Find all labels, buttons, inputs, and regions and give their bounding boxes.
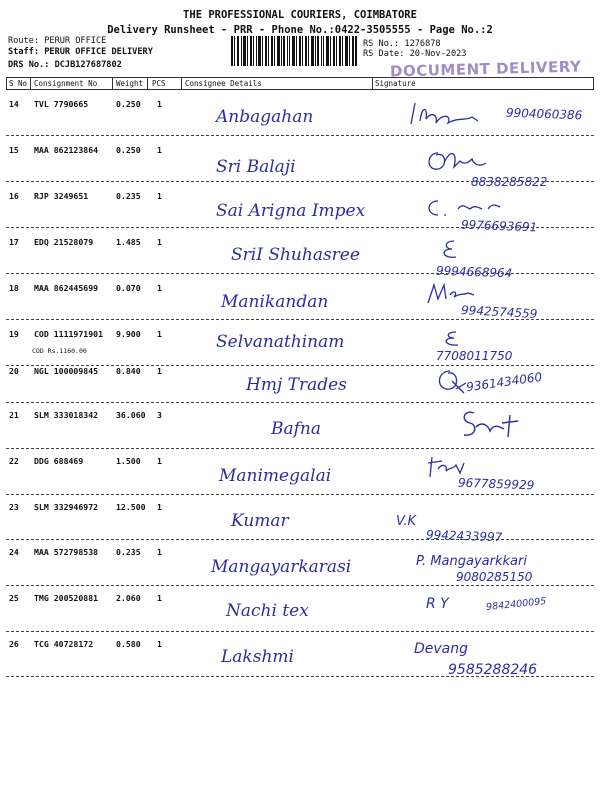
- consignee-name: Hmj Trades: [246, 375, 347, 395]
- row-consignment-no: NGL 100009845: [34, 366, 99, 376]
- signature-text: Devang: [414, 641, 469, 657]
- row-consignment-no: SLM 332946972: [34, 502, 99, 512]
- row-divider: [6, 585, 594, 586]
- signature-scribble: [424, 195, 514, 221]
- signature-phone: 9361434060: [465, 369, 543, 395]
- signature-text: P. Mangayarkkari: [416, 554, 527, 569]
- signature-scribble: [424, 281, 484, 307]
- row-sno: 26: [9, 639, 19, 649]
- row-sno: 25: [9, 593, 19, 603]
- row-weight: 0.235: [116, 547, 141, 557]
- signature-scribble: [434, 367, 474, 397]
- row-pcs: 1: [157, 593, 162, 603]
- row-pcs: 1: [157, 639, 162, 649]
- row-sno: 24: [9, 547, 19, 557]
- row-weight: 0.235: [116, 191, 141, 201]
- col-divider: [147, 77, 148, 89]
- row-divider: [6, 631, 594, 632]
- row-divider: [6, 448, 594, 449]
- consignee-name: Manikandan: [221, 292, 329, 312]
- row-sno: 20: [9, 366, 19, 376]
- row-pcs: 1: [157, 547, 162, 557]
- col-header-consignee: Consignee Details: [185, 79, 262, 88]
- cod-amount-note: COD Rs.1160.00: [32, 347, 87, 355]
- row-pcs: 1: [157, 237, 162, 247]
- rs-date: RS Date: 20-Nov-2023: [363, 49, 467, 59]
- row-consignment-no: TVL 7790665: [34, 99, 89, 109]
- row-pcs: 1: [157, 456, 162, 466]
- staff-label: Staff: PERUR OFFICE DELIVERY: [8, 47, 153, 57]
- signature-text: R Y: [426, 596, 449, 612]
- row-consignment-no: TMG 200520881: [34, 593, 99, 603]
- signature-phone: 9994668964: [435, 263, 513, 281]
- document-delivery-stamp: DOCUMENT DELIVERY: [389, 57, 582, 81]
- row-sno: 23: [9, 502, 19, 512]
- consignee-name: Mangayarkarasi: [211, 557, 352, 577]
- row-divider: [6, 135, 594, 136]
- row-weight: 9.900: [116, 329, 141, 339]
- row-pcs: 1: [157, 329, 162, 339]
- row-consignment-no: SLM 333018342: [34, 410, 99, 420]
- consignee-name: SriI Shuhasree: [231, 245, 360, 265]
- signature-phone: 9677859929: [457, 475, 535, 493]
- rs-number: RS No.: 1276878: [363, 39, 441, 49]
- row-weight: 36.060: [116, 410, 146, 420]
- row-pcs: 1: [157, 366, 162, 376]
- row-sno: 17: [9, 237, 19, 247]
- col-divider: [181, 77, 182, 89]
- signature-scribble: [424, 453, 474, 481]
- row-sno: 22: [9, 456, 19, 466]
- row-sno: 16: [9, 191, 19, 201]
- signature-phone: 9942433997: [425, 527, 503, 545]
- row-pcs: 1: [157, 283, 162, 293]
- row-consignment-no: COD 1111971901: [34, 329, 104, 339]
- consignee-name: Sai Arigna Impex: [216, 201, 366, 221]
- row-divider: [6, 494, 594, 495]
- drs-number: DRS No.: DCJB127687802: [8, 60, 122, 70]
- row-sno: 21: [9, 410, 19, 420]
- signature-phone: 9585288246: [448, 662, 538, 678]
- row-sno: 14: [9, 99, 19, 109]
- row-sno: 18: [9, 283, 19, 293]
- row-consignment-no: TCG 40728172: [34, 639, 94, 649]
- signature-phone: 9904060386: [505, 105, 583, 123]
- runsheet-title: Delivery Runsheet - PRR - Phone No.:0422-3505555 - Page No.:2: [107, 24, 493, 36]
- signature-text: V.K: [396, 514, 417, 529]
- row-weight: 0.840: [116, 366, 141, 376]
- row-consignment-no: DDG 688469: [34, 456, 84, 466]
- col-header-sno: S No: [9, 79, 28, 88]
- header-bottom-rule: [6, 89, 594, 90]
- col-header-signature: Signature: [375, 79, 416, 88]
- row-pcs: 1: [157, 502, 162, 512]
- consignee-name: Anbagahan: [216, 107, 314, 127]
- signature-scribble: [424, 145, 504, 175]
- row-divider: [6, 539, 594, 540]
- row-weight: 0.580: [116, 639, 141, 649]
- consignee-name: Manimegalai: [219, 466, 332, 486]
- row-weight: 2.060: [116, 593, 141, 603]
- row-sno: 19: [9, 329, 19, 339]
- consignee-name: Lakshmi: [221, 647, 294, 667]
- row-consignment-no: EDQ 21528079: [34, 237, 94, 247]
- signature-scribble: [438, 329, 468, 349]
- consignee-name: Sri Balaji: [216, 157, 296, 177]
- col-header-consignment: Consignment No: [34, 79, 98, 88]
- col-header-weight: Weight: [116, 79, 144, 88]
- row-pcs: 1: [157, 99, 162, 109]
- signature-phone: 9942574559: [460, 303, 538, 321]
- row-consignment-no: MAA 862445699: [34, 283, 99, 293]
- row-weight: 1.500: [116, 456, 141, 466]
- col-divider: [593, 77, 594, 89]
- row-weight: 0.250: [116, 99, 141, 109]
- row-consignment-no: MAA 572798538: [34, 547, 99, 557]
- table-top-rule: [6, 77, 594, 78]
- row-pcs: 1: [157, 145, 162, 155]
- col-divider: [6, 77, 7, 89]
- consignee-name: Selvanathinam: [216, 332, 345, 352]
- signature-scribble: [406, 99, 501, 129]
- col-divider: [372, 77, 373, 89]
- signature-phone: 7708011750: [436, 349, 513, 363]
- row-weight: 12.500: [116, 502, 146, 512]
- consignee-name: Kumar: [231, 511, 289, 531]
- signature-scribble: [436, 237, 466, 261]
- consignee-name: Nachi tex: [226, 601, 309, 621]
- row-consignment-no: RJP 3249651: [34, 191, 89, 201]
- row-weight: 1.485: [116, 237, 141, 247]
- signature-phone: 9080285150: [456, 570, 533, 584]
- col-header-pcs: PCS: [152, 79, 166, 88]
- consignee-name: Bafna: [271, 419, 322, 439]
- route-label: Route: PERUR OFFICE: [8, 36, 107, 46]
- signature-phone: 8838285822: [471, 175, 548, 189]
- row-weight: 0.250: [116, 145, 141, 155]
- row-weight: 0.070: [116, 283, 141, 293]
- company-title: THE PROFESSIONAL COURIERS, COIMBATORE: [183, 9, 417, 21]
- row-pcs: 1: [157, 191, 162, 201]
- signature-scribble: [456, 407, 526, 443]
- runsheet-table: [6, 77, 594, 676]
- row-sno: 15: [9, 145, 19, 155]
- row-consignment-no: MAA 862123864: [34, 145, 99, 155]
- col-divider: [30, 77, 31, 89]
- barcode-image: [231, 36, 357, 66]
- signature-phone: 9976693691: [460, 217, 538, 235]
- col-divider: [112, 77, 113, 89]
- row-pcs: 3: [157, 410, 162, 420]
- signature-phone: 9842400095: [485, 595, 547, 614]
- row-divider: [6, 402, 594, 403]
